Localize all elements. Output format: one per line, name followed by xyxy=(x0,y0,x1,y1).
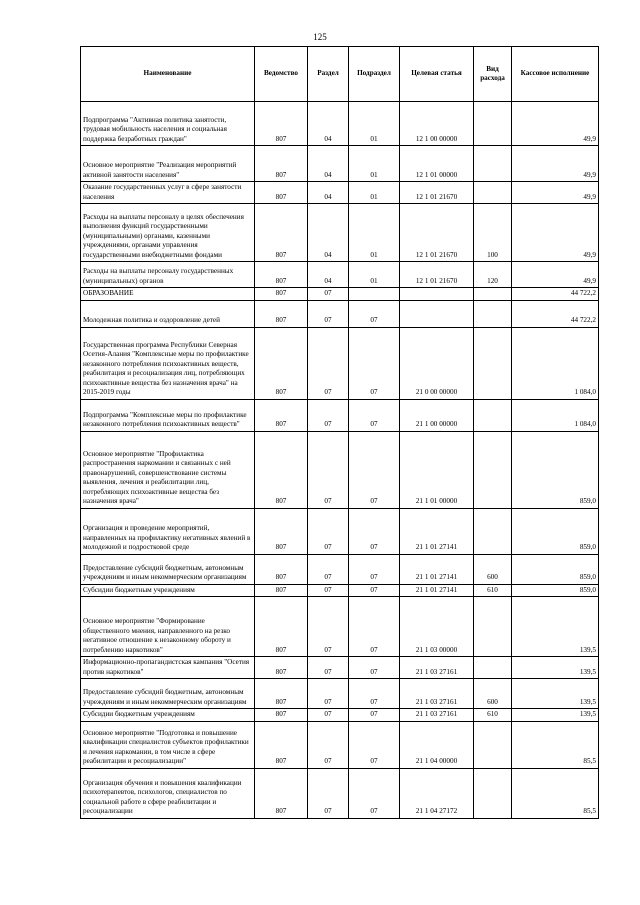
cell-section: 07 xyxy=(308,768,349,818)
cell-amount: 49,9 xyxy=(512,204,599,262)
cell-type: 600 xyxy=(474,679,512,709)
cell-target: 21 1 01 27141 xyxy=(400,554,474,584)
cell-ministry: 807 xyxy=(255,709,308,722)
cell-target: 21 1 00 00000 xyxy=(400,399,474,431)
table-row xyxy=(81,300,599,327)
cell-subsection: 07 xyxy=(349,300,400,327)
cell-amount: 49,9 xyxy=(512,182,599,204)
cell-amount: 859,0 xyxy=(512,584,599,597)
cell-section: 07 xyxy=(308,597,349,657)
cell-section: 07 xyxy=(308,709,349,722)
cell-type xyxy=(474,431,512,508)
cell-name: Субсидии бюджетным учреждениям xyxy=(81,584,255,597)
table-row xyxy=(81,399,599,431)
column-header-subsection: Подраздел xyxy=(349,47,400,102)
cell-ministry: 807 xyxy=(255,584,308,597)
column-header-target: Целевая статья xyxy=(400,47,474,102)
cell-ministry: 807 xyxy=(255,262,308,288)
cell-target: 12 1 01 21670 xyxy=(400,182,474,204)
cell-subsection: 07 xyxy=(349,597,400,657)
cell-subsection: 07 xyxy=(349,768,400,818)
cell-type xyxy=(474,768,512,818)
cell-type: 610 xyxy=(474,584,512,597)
table-row xyxy=(81,508,599,554)
cell-name: Основное мероприятие "Формирование общественного мнения, направленного на резко негативное отношение к незаконному обороту и потреблению наркотиков" xyxy=(81,597,255,657)
cell-type: 600 xyxy=(474,554,512,584)
cell-section: 04 xyxy=(308,146,349,182)
cell-amount: 139,5 xyxy=(512,709,599,722)
cell-amount: 1 084,0 xyxy=(512,399,599,431)
cell-amount: 85,5 xyxy=(512,721,599,768)
table-row xyxy=(81,721,599,768)
cell-ministry: 807 xyxy=(255,146,308,182)
cell-section: 07 xyxy=(308,554,349,584)
table-row xyxy=(81,204,599,262)
cell-amount: 859,0 xyxy=(512,554,599,584)
cell-target: 21 1 03 27161 xyxy=(400,709,474,722)
cell-subsection: 07 xyxy=(349,399,400,431)
cell-amount: 85,5 xyxy=(512,768,599,818)
cell-target: 21 1 01 00000 xyxy=(400,431,474,508)
column-header-ministry: Ведомство xyxy=(255,47,308,102)
cell-amount: 44 722,2 xyxy=(512,288,599,301)
column-header-type: Вид расхода xyxy=(474,47,512,102)
cell-name: Организация и проведение мероприятий, направленных на профилактику негативных явлений в молодежной и подростковой среде xyxy=(81,508,255,554)
cell-section: 07 xyxy=(308,431,349,508)
table-row xyxy=(81,584,599,597)
cell-name: Государственная программа Республики Северная Осетия-Алания "Комплексные меры по профилактике незаконного потребления психоактивных веществ, реабилитация и ресоциализация лиц, потребляющих психоактивные вещества без назначения врача" на 2015-2019 годы xyxy=(81,327,255,399)
cell-target: 12 1 00 00000 xyxy=(400,102,474,146)
cell-section: 07 xyxy=(308,399,349,431)
table-row xyxy=(81,288,599,301)
cell-amount: 139,5 xyxy=(512,597,599,657)
table-header-row xyxy=(81,47,599,102)
page-number: 125 xyxy=(313,32,327,42)
cell-section: 04 xyxy=(308,182,349,204)
table-row xyxy=(81,554,599,584)
cell-type xyxy=(474,597,512,657)
cell-subsection: 01 xyxy=(349,182,400,204)
table-row xyxy=(81,597,599,657)
table-body xyxy=(81,102,599,819)
cell-subsection: 07 xyxy=(349,657,400,679)
cell-type xyxy=(474,300,512,327)
cell-target: 21 1 04 00000 xyxy=(400,721,474,768)
cell-subsection: 07 xyxy=(349,584,400,597)
cell-target: 21 1 03 27161 xyxy=(400,679,474,709)
cell-section: 04 xyxy=(308,102,349,146)
cell-amount: 859,0 xyxy=(512,431,599,508)
cell-ministry: 807 xyxy=(255,288,308,301)
cell-subsection: 07 xyxy=(349,721,400,768)
cell-ministry: 807 xyxy=(255,721,308,768)
table-row xyxy=(81,262,599,288)
cell-target: 21 1 04 27172 xyxy=(400,768,474,818)
budget-table xyxy=(80,46,599,819)
cell-ministry: 807 xyxy=(255,679,308,709)
cell-section: 07 xyxy=(308,721,349,768)
cell-name: Предоставление субсидий бюджетным, автономным учреждениям и иным некоммерческим организациям xyxy=(81,554,255,584)
cell-ministry: 807 xyxy=(255,327,308,399)
cell-amount: 859,0 xyxy=(512,508,599,554)
cell-subsection: 07 xyxy=(349,431,400,508)
cell-subsection: 07 xyxy=(349,554,400,584)
table-row xyxy=(81,657,599,679)
cell-ministry: 807 xyxy=(255,102,308,146)
cell-type xyxy=(474,288,512,301)
cell-type xyxy=(474,327,512,399)
cell-type xyxy=(474,146,512,182)
table-row xyxy=(81,146,599,182)
table-row xyxy=(81,709,599,722)
cell-subsection: 01 xyxy=(349,204,400,262)
cell-target xyxy=(400,300,474,327)
cell-name: Субсидии бюджетным учреждениям xyxy=(81,709,255,722)
cell-subsection: 01 xyxy=(349,146,400,182)
cell-type xyxy=(474,508,512,554)
table-row xyxy=(81,182,599,204)
cell-name: Предоставление субсидий бюджетным, автономным учреждениям и иным некоммерческим организациям xyxy=(81,679,255,709)
cell-subsection xyxy=(349,288,400,301)
cell-target: 12 1 01 21670 xyxy=(400,262,474,288)
cell-section: 07 xyxy=(308,288,349,301)
table-row xyxy=(81,327,599,399)
cell-section: 04 xyxy=(308,204,349,262)
cell-amount: 1 084,0 xyxy=(512,327,599,399)
table-row xyxy=(81,679,599,709)
cell-name: Основное мероприятие "Подготовка и повышение квалификации специалистов субъектов профилактики и лечения наркомании, в том числе в сфере реабилитации и ресоциализации" xyxy=(81,721,255,768)
cell-amount: 49,9 xyxy=(512,262,599,288)
table-row xyxy=(81,768,599,818)
cell-type xyxy=(474,102,512,146)
cell-ministry: 807 xyxy=(255,300,308,327)
cell-name: Основное мероприятие "Профилактика распространения наркомании и связанных с ней правонарушений, совершенствование системы выявления, лечения и реабилитации лиц, потребляющих психоактивные вещества без назначения врача" xyxy=(81,431,255,508)
cell-section: 04 xyxy=(308,262,349,288)
table-row xyxy=(81,102,599,146)
cell-type: 120 xyxy=(474,262,512,288)
cell-ministry: 807 xyxy=(255,182,308,204)
cell-subsection: 07 xyxy=(349,709,400,722)
cell-section: 07 xyxy=(308,508,349,554)
cell-name: Подпрограмма "Активная политика занятости, трудовая мобильность населения и социальная поддержка безработных граждан" xyxy=(81,102,255,146)
cell-subsection: 01 xyxy=(349,262,400,288)
cell-type: 100 xyxy=(474,204,512,262)
cell-name: Расходы на выплаты персоналу государственных (муниципальных) органов xyxy=(81,262,255,288)
cell-target: 21 1 01 27141 xyxy=(400,584,474,597)
cell-name: Организация обучения и повышения квалификации психотерапевтов, психологов, специалистов по социальной работе в сфере реабилитации и ресоциализации xyxy=(81,768,255,818)
cell-name: Молодежная политика и оздоровление детей xyxy=(81,300,255,327)
cell-subsection: 01 xyxy=(349,102,400,146)
cell-target: 12 1 01 00000 xyxy=(400,146,474,182)
cell-target: 12 1 01 21670 xyxy=(400,204,474,262)
cell-target: 21 1 03 27161 xyxy=(400,657,474,679)
table-row xyxy=(81,431,599,508)
cell-name: Расходы на выплаты персоналу в целях обеспечения выполнения функций государственными (муниципальными) органами, казенными учреждениями, органами управления государственными внебюджетными фондами xyxy=(81,204,255,262)
cell-amount: 139,5 xyxy=(512,679,599,709)
cell-name: ОБРАЗОВАНИЕ xyxy=(81,288,255,301)
cell-type: 610 xyxy=(474,709,512,722)
cell-ministry: 807 xyxy=(255,204,308,262)
cell-amount: 44 722,2 xyxy=(512,300,599,327)
cell-name: Информационно-пропагандистская кампания "Осетия против наркотиков" xyxy=(81,657,255,679)
cell-target: 21 1 03 00000 xyxy=(400,597,474,657)
cell-ministry: 807 xyxy=(255,399,308,431)
cell-section: 07 xyxy=(308,327,349,399)
cell-section: 07 xyxy=(308,584,349,597)
cell-subsection: 07 xyxy=(349,679,400,709)
cell-ministry: 807 xyxy=(255,597,308,657)
cell-target: 21 1 01 27141 xyxy=(400,508,474,554)
cell-amount: 49,9 xyxy=(512,102,599,146)
cell-target xyxy=(400,288,474,301)
cell-name: Основное мероприятие "Реализация мероприятий активной занятости населения" xyxy=(81,146,255,182)
cell-ministry: 807 xyxy=(255,657,308,679)
cell-type xyxy=(474,182,512,204)
cell-subsection: 07 xyxy=(349,508,400,554)
cell-ministry: 807 xyxy=(255,554,308,584)
column-header-name: Наименование xyxy=(81,47,255,102)
column-header-section: Раздел xyxy=(308,47,349,102)
cell-section: 07 xyxy=(308,679,349,709)
cell-name: Подпрограмма "Комплексные меры по профилактике незаконного потребления психоактивных веществ" xyxy=(81,399,255,431)
cell-ministry: 807 xyxy=(255,768,308,818)
cell-target: 21 0 00 00000 xyxy=(400,327,474,399)
cell-section: 07 xyxy=(308,657,349,679)
column-header-amount: Кассовое исполнение xyxy=(512,47,599,102)
cell-type xyxy=(474,721,512,768)
cell-amount: 49,9 xyxy=(512,146,599,182)
cell-ministry: 807 xyxy=(255,431,308,508)
cell-amount: 139,5 xyxy=(512,657,599,679)
cell-name: Оказание государственных услуг в сфере занятости населения xyxy=(81,182,255,204)
cell-subsection: 07 xyxy=(349,327,400,399)
cell-type xyxy=(474,657,512,679)
cell-ministry: 807 xyxy=(255,508,308,554)
cell-type xyxy=(474,399,512,431)
cell-section: 07 xyxy=(308,300,349,327)
